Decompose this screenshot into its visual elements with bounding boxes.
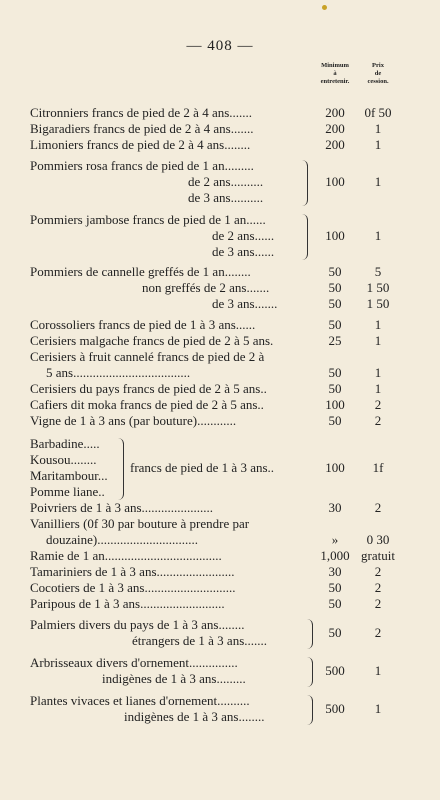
price-value: 1 — [374, 174, 382, 189]
price-value: 5 — [374, 264, 382, 279]
table-row — [0, 190, 440, 206]
table-row — [0, 413, 440, 429]
group-brace — [307, 657, 313, 687]
price-value: 1 — [374, 663, 382, 678]
table-row — [0, 671, 440, 687]
page-number: — 408 — — [186, 38, 254, 54]
row-label: Paripous de 1 à 3 ans.......................... — [30, 596, 225, 611]
row-label: Arbrisseaux divers d'ornement............... — [30, 655, 238, 670]
table-row — [0, 580, 440, 596]
table-row — [0, 105, 440, 121]
row-label: Palmiers divers du pays de 1 à 3 ans........ — [30, 617, 245, 632]
row-label: Citronniers francs de pied de 2 à 4 ans....... — [30, 105, 253, 120]
group-brace — [302, 160, 308, 206]
price-value: 1 — [374, 121, 382, 136]
table-row — [0, 244, 440, 260]
row-label: non greffés de 2 ans....... — [142, 280, 270, 295]
price-value: 1 50 — [366, 296, 390, 311]
price-value: 2 — [374, 625, 382, 640]
price-value: 1 — [374, 137, 382, 152]
minimum-value: 200 — [325, 137, 345, 152]
table-row — [0, 633, 440, 649]
table-row — [0, 333, 440, 349]
row-label: Vigne de 1 à 3 ans (par bouture)............ — [30, 413, 237, 428]
header-line: de — [374, 70, 382, 77]
table-row — [0, 317, 440, 333]
price-value: 0f 50 — [364, 105, 392, 120]
row-label: indigènes de 1 à 3 ans......... — [102, 671, 246, 686]
row-label: Pommiers jambose francs de pied de 1 an...... — [30, 212, 266, 227]
header-line: entretenir. — [320, 78, 350, 85]
table-row — [0, 564, 440, 580]
price-value: 1 — [374, 701, 382, 716]
price-value: 2 — [374, 564, 382, 579]
price-value: 2 — [374, 397, 382, 412]
minimum-value: 25 — [328, 333, 342, 348]
minimum-value: 100 — [325, 397, 345, 412]
row-label: 5 ans.................................... — [46, 365, 191, 380]
table-row — [0, 500, 440, 516]
price-value: 1 — [374, 317, 382, 332]
row-label: Cafiers dit moka francs de pied de 2 à 5 ans.. — [30, 397, 264, 412]
header-line: cession. — [367, 78, 389, 85]
group-brace — [307, 695, 313, 725]
table-row — [0, 228, 440, 244]
minimum-value: 200 — [325, 121, 345, 136]
table-row — [0, 280, 440, 296]
price-value: 0 30 — [366, 532, 390, 547]
table-row — [0, 516, 440, 532]
table-row — [0, 121, 440, 137]
row-label: de 2 ans.......... — [188, 174, 264, 189]
minimum-value: 50 — [328, 381, 342, 396]
row-label: de 3 ans.......... — [188, 190, 264, 205]
row-label: Maritambour... — [30, 468, 108, 483]
table-row — [0, 137, 440, 153]
row-label: indigènes de 1 à 3 ans........ — [124, 709, 265, 724]
table-row — [0, 264, 440, 280]
minimum-value: 50 — [328, 317, 342, 332]
minimum-value: » — [331, 532, 339, 547]
table-row — [0, 596, 440, 612]
price-value: 2 — [374, 596, 382, 611]
row-label: Poivriers de 1 à 3 ans...................... — [30, 500, 214, 515]
minimum-value: 100 — [325, 460, 345, 475]
price-value: 1 — [374, 381, 382, 396]
table-row — [0, 655, 440, 678]
minimum-value: 30 — [328, 564, 342, 579]
minimum-value: 500 — [325, 701, 345, 716]
row-label: Cerisiers du pays francs de pied de 2 à 5 ans.. — [30, 381, 267, 396]
table-row — [0, 532, 440, 548]
row-label: Cerisiers malgache francs de pied de 2 à 5 ans. — [30, 333, 274, 348]
group-brace — [302, 214, 308, 260]
row-label: étrangers de 1 à 3 ans....... — [132, 633, 268, 648]
column-header-minimum — [312, 62, 358, 86]
minimum-value: 30 — [328, 500, 342, 515]
row-label: Pommiers de cannelle greffés de 1 an........ — [30, 264, 251, 279]
price-value: 2 — [374, 413, 382, 428]
table-row — [0, 174, 440, 190]
row-label: Plantes vivaces et lianes d'ornement.......... — [30, 693, 250, 708]
minimum-value: 1,000 — [320, 548, 350, 563]
row-label: de 2 ans...... — [212, 228, 275, 243]
table-row — [0, 212, 440, 228]
price-value: gratuit — [361, 548, 395, 563]
table-row — [0, 693, 440, 716]
table-row — [0, 365, 440, 381]
row-label: Cocotiers de 1 à 3 ans............................ — [30, 580, 236, 595]
row-label: francs de pied de 1 à 3 ans.. — [130, 460, 275, 475]
minimum-value: 50 — [328, 580, 342, 595]
minimum-value: 50 — [328, 296, 342, 311]
table-row — [0, 617, 440, 640]
price-value: 1 50 — [366, 280, 390, 295]
row-label: Cerisiers à fruit cannelé francs de pied de 2 à — [30, 349, 265, 364]
table-row — [0, 484, 440, 500]
row-label: Pomme liane.. — [30, 484, 105, 499]
table-row — [0, 381, 440, 397]
row-label: Vanilliers (0f 30 par bouture à prendre par — [30, 516, 250, 531]
group-brace — [307, 619, 313, 649]
minimum-value: 200 — [325, 105, 345, 120]
minimum-value: 50 — [328, 596, 342, 611]
row-label: de 3 ans...... — [212, 244, 275, 259]
minimum-value: 50 — [328, 264, 342, 279]
header-line: à — [333, 70, 337, 77]
price-value: 1 — [374, 333, 382, 348]
row-label: Bigaradiers francs de pied de 2 à 4 ans....... — [30, 121, 254, 136]
price-value: 2 — [374, 580, 382, 595]
table-row — [0, 548, 440, 564]
row-label: de 3 ans....... — [212, 296, 278, 311]
price-value: 1 — [374, 365, 382, 380]
header-line: Minimum — [321, 62, 349, 69]
minimum-value: 100 — [325, 174, 345, 189]
table-row — [0, 296, 440, 312]
row-label: Corossoliers francs de pied de 1 à 3 ans...... — [30, 317, 256, 332]
row-label: Ramie de 1 an.................................... — [30, 548, 222, 563]
price-value: 1 — [374, 228, 382, 243]
minimum-value: 50 — [328, 280, 342, 295]
row-label: Tamariniers de 1 à 3 ans........................ — [30, 564, 235, 579]
minimum-value: 50 — [328, 365, 342, 380]
minimum-value: 500 — [325, 663, 345, 678]
row-label: Limoniers francs de pied de 2 à 4 ans........ — [30, 137, 251, 152]
table-row — [0, 709, 440, 725]
price-value: 2 — [374, 500, 382, 515]
row-label: Barbadine..... — [30, 436, 100, 451]
table-row — [0, 460, 440, 476]
row-label: Kousou........ — [30, 452, 97, 467]
header-line: Prix — [372, 62, 384, 69]
price-value: 1f — [372, 460, 384, 475]
minimum-value: 50 — [328, 625, 342, 640]
ink-spot — [322, 5, 327, 10]
minimum-value: 50 — [328, 413, 342, 428]
row-label: douzaine)............................... — [46, 532, 199, 547]
table-row — [0, 349, 440, 365]
minimum-value: 100 — [325, 228, 345, 243]
table-row — [0, 397, 440, 413]
row-label: Pommiers rosa francs de pied de 1 an......... — [30, 158, 254, 173]
table-row — [0, 158, 440, 174]
table-row — [0, 436, 440, 452]
column-header-prix — [358, 62, 398, 86]
